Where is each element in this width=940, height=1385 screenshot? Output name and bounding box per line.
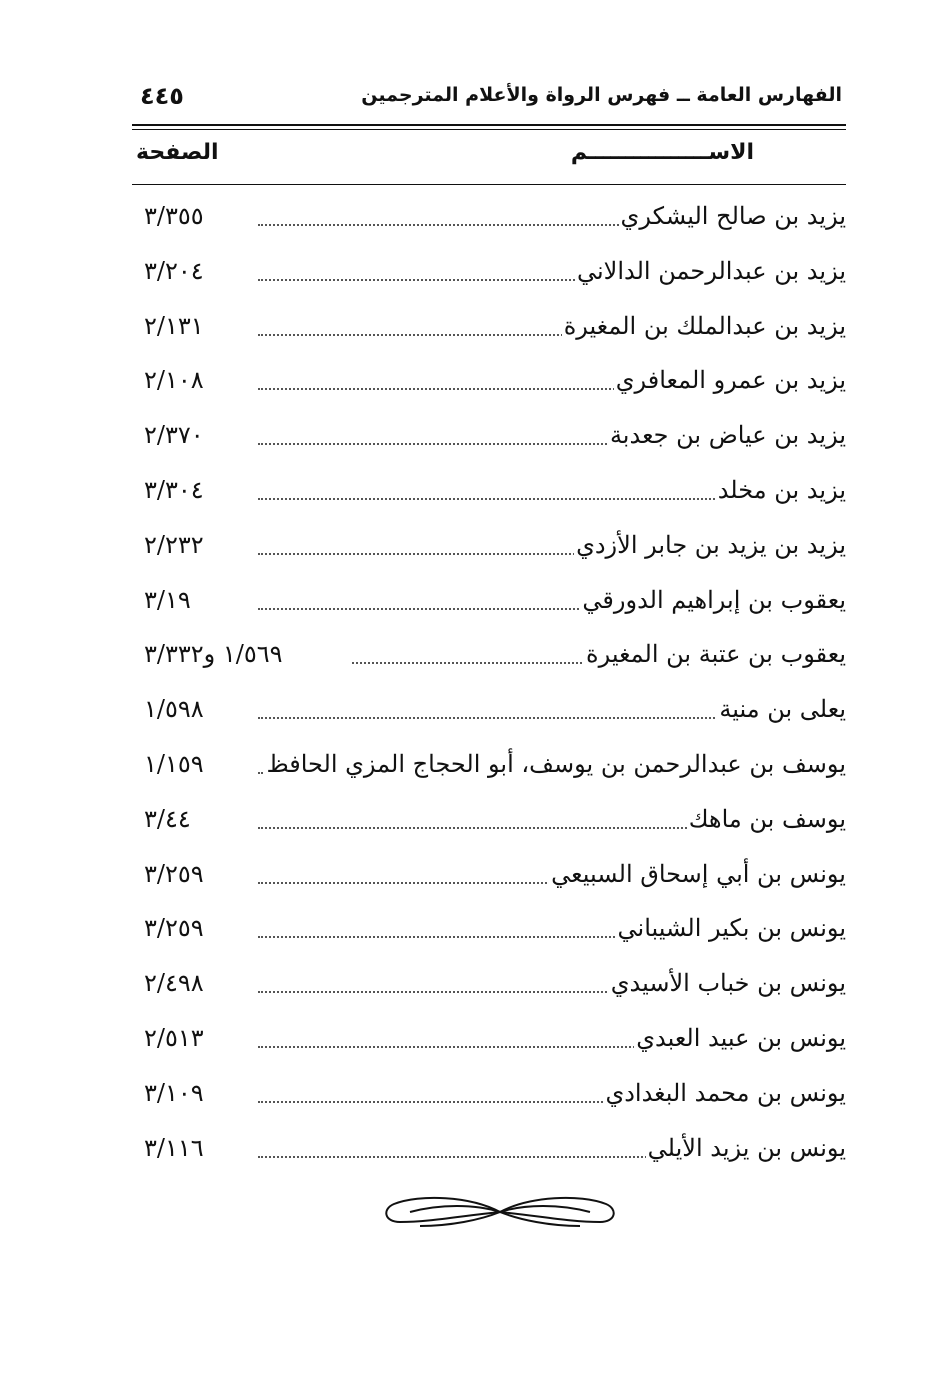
page-column-heading: الصفحة	[136, 140, 219, 165]
index-entry	[132, 580, 846, 635]
entry-reference: ٣/٣٠٤	[140, 476, 208, 504]
entry-name: يعقوب بن إبراهيم الدورقي	[582, 585, 846, 614]
entry-reference: ٣/٤٤	[140, 805, 195, 833]
end-ornament	[380, 1190, 620, 1234]
entry-reference: ٢/٤٩٨	[140, 969, 208, 997]
index-entry	[132, 196, 846, 251]
index-entries	[132, 196, 846, 1182]
entry-reference: ١/١٥٩	[140, 750, 208, 778]
index-entry	[132, 360, 846, 415]
index-entry	[132, 306, 846, 361]
index-entry	[132, 744, 846, 799]
index-entry	[132, 908, 846, 963]
entry-reference: ٣/١٠٩	[140, 1079, 208, 1107]
index-entry	[132, 525, 846, 580]
index-entry	[132, 1128, 846, 1183]
entry-name: يزيد بن عبدالرحمن الدالاني	[576, 256, 846, 285]
entry-name: يونس بن بكير الشيباني	[617, 914, 846, 943]
entry-reference: ١/٥٦٩ و٣/٣٣٢	[140, 640, 287, 668]
index-entry	[132, 1073, 846, 1128]
entry-reference: ٢/٣٧٠	[140, 421, 208, 449]
entry-name: يونس بن أبي إسحاق السبيعي	[551, 859, 846, 888]
entry-reference: ٣/٣٥٥	[140, 202, 208, 230]
entry-name: يونس بن خباب الأسيدي	[610, 969, 846, 998]
entry-name: يزيد بن عياض بن جعدبة	[609, 421, 846, 450]
entry-reference: ٣/١٩	[140, 586, 195, 614]
index-entry	[132, 689, 846, 744]
index-entry	[132, 799, 846, 854]
entry-reference: ٣/١١٦	[140, 1134, 208, 1162]
entry-name: يزيد بن عبدالملك بن المغيرة	[563, 311, 846, 340]
entry-name: يزيد بن يزيد بن جابر الأزدي	[576, 530, 846, 559]
entry-reference: ٣/٢٠٤	[140, 257, 208, 285]
index-entry	[132, 963, 846, 1018]
entry-reference: ٢/٥١٣	[140, 1024, 208, 1052]
entry-name: يونس بن محمد البغدادي	[605, 1078, 846, 1107]
index-entry	[132, 634, 846, 689]
running-head	[132, 82, 846, 118]
entry-name: يونس بن عبيد العبدي	[636, 1023, 846, 1052]
column-headings	[132, 140, 846, 180]
index-entry	[132, 415, 846, 470]
header-rule-thin	[132, 129, 846, 130]
entry-reference: ٢/١٠٨	[140, 366, 208, 394]
entry-name: يونس بن يزيد الأيلي	[647, 1133, 846, 1162]
index-entry	[132, 251, 846, 306]
page-number: ٤٤٥	[140, 82, 184, 110]
entry-reference: ٣/٢٥٩	[140, 914, 208, 942]
entry-name: يعلى بن منية	[719, 695, 846, 724]
running-title: الفهارس العامة ــ فهرس الرواة والأعلام المترجمين	[361, 84, 842, 106]
entry-name: يزيد بن عمرو المعافري	[615, 366, 846, 395]
entry-name: يزيد بن صالح اليشكري	[620, 202, 846, 230]
entry-reference: ١/٥٩٨	[140, 695, 208, 723]
entry-name: يعقوب بن عتبة بن المغيرة	[586, 640, 846, 669]
header-rule-thick	[132, 124, 846, 126]
entry-reference: ٣/٢٥٩	[140, 860, 208, 888]
name-column-heading: الاســــــــــــــــم	[570, 140, 754, 165]
entry-name: يزيد بن مخلد	[717, 475, 846, 504]
index-entry	[132, 470, 846, 525]
index-entry	[132, 1018, 846, 1073]
entry-reference: ٢/١٣١	[140, 312, 208, 340]
entry-name: يوسف بن عبدالرحمن بن يوسف، أبو الحجاج المزي الحافظ	[266, 749, 846, 778]
index-entry	[132, 854, 846, 909]
entry-name: يوسف بن ماهك	[688, 804, 846, 833]
column-heading-rule	[132, 184, 846, 185]
entry-reference: ٢/٢٣٢	[140, 531, 208, 559]
